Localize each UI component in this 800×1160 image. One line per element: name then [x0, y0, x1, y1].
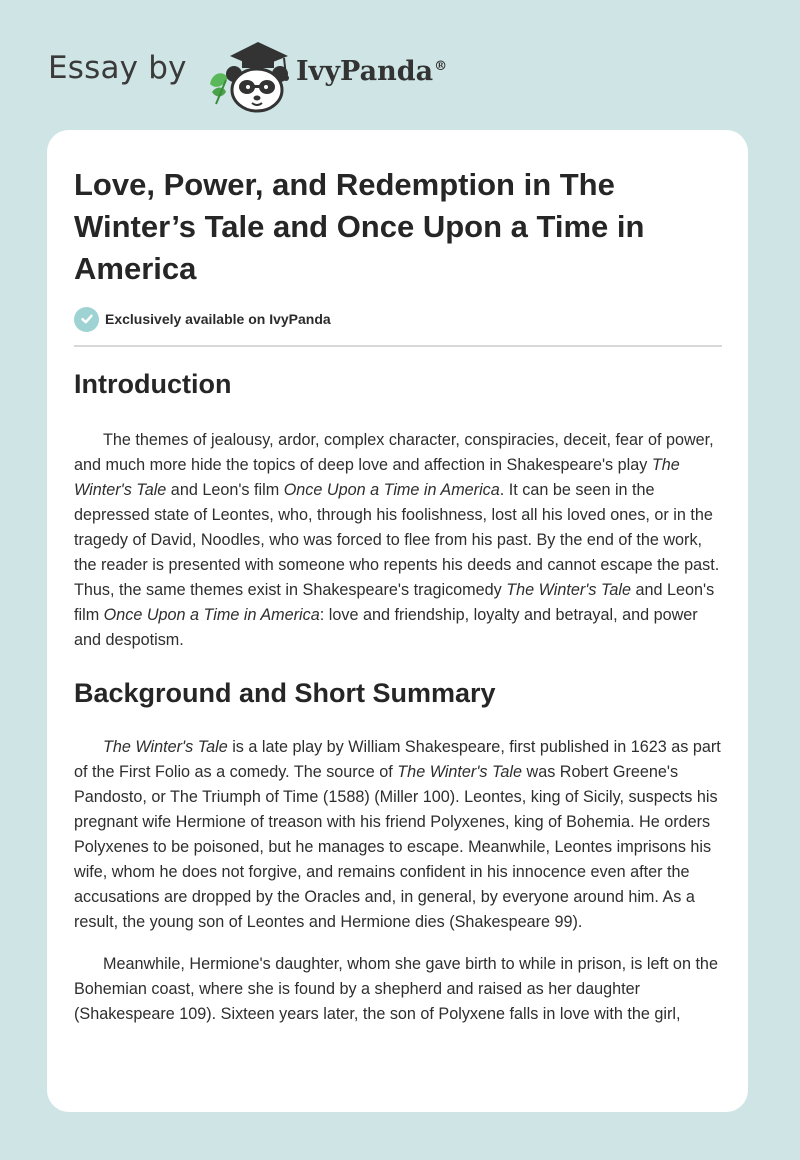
essay-by-label: Essay by: [48, 50, 187, 86]
text-run: and Leon's film: [74, 581, 715, 624]
registered-mark: ®: [434, 59, 448, 74]
paragraph: [74, 952, 724, 1027]
text-run: is a late play by William Shakespeare, first published in 1623 as part of the First Folio as a comedy. The source of: [74, 738, 721, 781]
section-heading-introduction: Introduction: [74, 369, 232, 399]
exclusive-label: Exclusively available on IvyPanda: [105, 311, 331, 327]
brand-text: IvyPanda: [296, 56, 434, 87]
check-circle-icon: [74, 307, 99, 332]
text-run: : love and friendship, loyalty and betrayal, and power and despotism.: [74, 606, 698, 649]
text-run: . It can be seen in the depressed state of Leontes, who, through his foolishness, lost all his loved ones, or in the tragedy of David, Noodles, who was forced to flee from his past. By the end of the work, the reader is presented with someone who repents his deeds and cannot escape the past. Thus, the same themes exist in Shakespeare's tragicomedy: [74, 481, 720, 599]
work-title: The Winter's Tale: [397, 763, 522, 781]
panda-graduate-icon[interactable]: [202, 34, 298, 114]
work-title: Once Upon a Time in America: [103, 606, 320, 624]
essay-body: [74, 362, 724, 1027]
text-run: and Leon's film: [166, 481, 284, 499]
text-run: was Robert Greene's Pandosto, or The Triumph of Time (1588) (Miller 100). Leontes, king of Sicily, suspects his pregnant wife Hermione of treason with his friend Polyxenes, king of Bohemia. He orders Polyxenes to be poisoned, but he manages to escape. Meanwhile, Leontes imprisons his wife, whom he does not forgive, and remains confident in his innocence even after the accusations are dropped by the Oracles and, in general, by everyone around him. As a result, the young son of Leontes and Hermione dies (Shakespeare 99).: [74, 763, 718, 931]
brand-name[interactable]: [296, 56, 447, 87]
essay-title: Love, Power, and Redemption in The Winter’s Tale and Once Upon a Time in America: [74, 167, 645, 286]
text-run: The themes of jealousy, ardor, complex character, conspiracies, deceit, fear of power, and much more hide the topics of deep love and affection in Shakespeare's play: [74, 431, 714, 474]
work-title: The Winter's Tale: [506, 581, 631, 599]
work-title: The Winter's Tale: [103, 738, 228, 756]
work-title: Once Upon a Time in America: [283, 481, 500, 499]
paragraph: [74, 735, 724, 935]
work-title: The Winter's Tale: [74, 456, 680, 499]
text-run: Meanwhile, Hermione's daughter, whom she gave birth to while in prison, is left on the Bohemian coast, where she is found by a shepherd and raised as her daughter (Shakespeare 109). Sixteen years later, the son of Polyxene falls in love with the girl,: [74, 955, 718, 1023]
essay-card: [47, 130, 748, 1112]
divider: [74, 345, 722, 347]
exclusive-badge: [74, 306, 331, 332]
site-header: [48, 34, 508, 114]
paragraph: [74, 428, 724, 653]
section-heading-background: Background and Short Summary: [74, 678, 496, 708]
